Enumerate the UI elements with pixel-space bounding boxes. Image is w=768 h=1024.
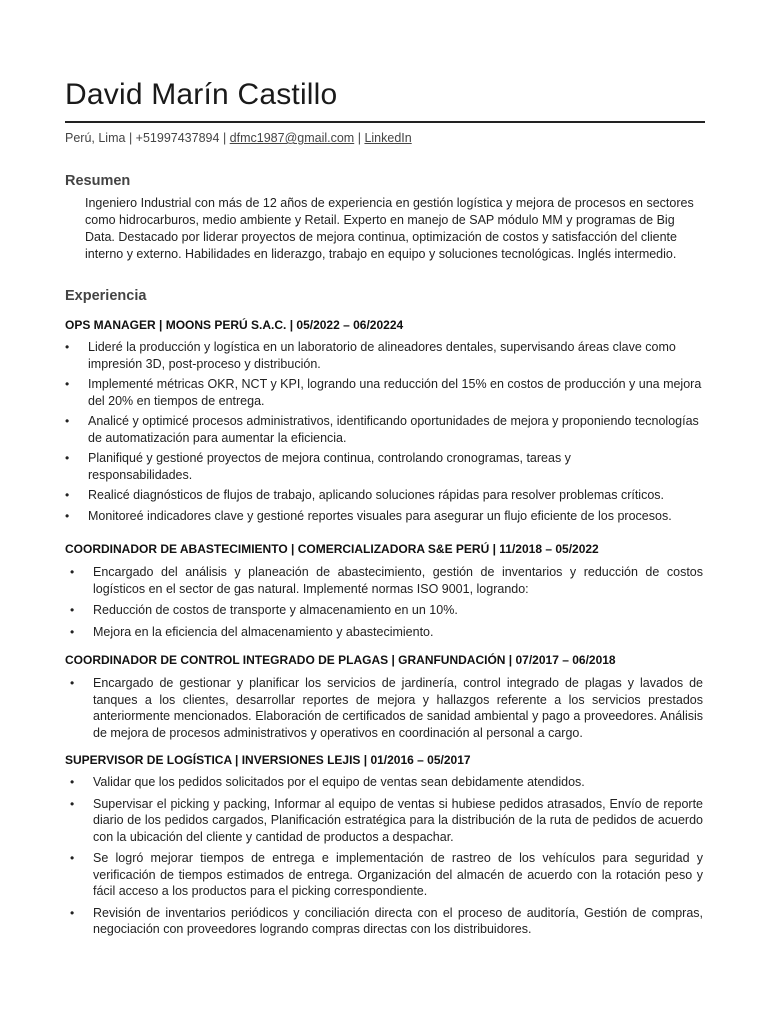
bullet-text: Analicé y optimicé procesos administrativos, identificando oportunidades de mejora y proponiendo tecnologías de automatización para aumentar la eficiencia. — [88, 414, 699, 445]
job-bullets — [70, 774, 703, 938]
list-item — [70, 564, 703, 597]
job-title: OPS MANAGER | MOONS PERÚ S.A.C. | 05/2022 – 06/20224 — [65, 318, 404, 332]
list-item — [70, 602, 703, 619]
list-item — [70, 796, 703, 846]
list-item — [65, 487, 705, 504]
bullet-icon: • — [70, 796, 75, 811]
list-item — [65, 413, 705, 446]
bullet-text: Encargado del análisis y planeación de abastecimiento, gestión de inventarios y reducción de costos logísticos en el sector de gas natural. Implementé normas ISO 9001, logrando: — [93, 565, 703, 596]
list-item — [70, 774, 703, 791]
list-item — [65, 376, 705, 409]
contact-separator: | — [128, 131, 133, 145]
header-divider — [65, 121, 705, 123]
list-item — [70, 850, 703, 900]
bullet-icon: • — [70, 624, 75, 639]
bullet-text: Realicé diagnósticos de flujos de trabajo, aplicando soluciones rápidas para resolver problemas críticos. — [88, 488, 665, 502]
bullet-icon: • — [70, 905, 75, 920]
bullet-icon: • — [70, 603, 75, 617]
contact-separator: | — [357, 131, 361, 145]
job-bullets — [70, 675, 703, 741]
contact-location: Perú, Lima — [65, 131, 126, 145]
section-heading-summary: Resumen — [65, 173, 131, 189]
bullet-text: Lideré la producción y logística en un laboratorio de alineadores dentales, supervisando áreas clave como impresión 3D, post-proceso y distribución. — [88, 340, 676, 371]
job-bullets — [65, 339, 705, 524]
bullet-text: Monitoreé indicadores clave y gestioné reportes visuales para asegurar un flujo eficiente de los procesos. — [88, 508, 672, 523]
list-item — [70, 905, 703, 938]
list-item — [65, 450, 705, 483]
contact-phone: +51997437894 — [135, 131, 220, 145]
bullet-text: Mejora en la eficiencia del almacenamiento y abastecimiento. — [93, 624, 434, 639]
bullet-icon: • — [65, 377, 70, 391]
bullet-text: Se logró mejorar tiempos de entrega e implementación de rastreo de los vehículos para seguridad y verificación de tiempos estimados de entrega. Organización del almacén de acuerdo con la rotación peso y fácil acceso a los productos para el picking correspondiente. — [93, 851, 703, 898]
bullet-text: Implementé métricas OKR, NCT y KPI, logrando una reducción del 15% en costos de producción y una mejora del 20% en tiempos de entrega. — [88, 377, 702, 408]
section-heading-experience: Experiencia — [65, 288, 147, 304]
candidate-name: David Marín Castillo — [65, 78, 338, 111]
bullet-icon: • — [65, 340, 70, 354]
job-title: COORDINADOR DE ABASTECIMIENTO | COMERCIALIZADORA S&E PERÚ | 11/2018 – 05/2022 — [65, 542, 599, 556]
job-title: COORDINADOR DE CONTROL INTEGRADO DE PLAGAS | GRANFUNDACIÓN | 07/2017 – 06/2018 — [65, 653, 616, 667]
bullet-text: Planifiqué y gestioné proyectos de mejora continua, controlando cronogramas, tareas y responsabilidades. — [88, 451, 571, 482]
bullet-icon: • — [65, 414, 70, 428]
bullet-text: Validar que los pedidos solicitados por el equipo de ventas sean debidamente atendidos. — [93, 775, 585, 789]
list-item — [65, 339, 705, 372]
bullet-icon: • — [70, 851, 75, 865]
summary-text — [85, 195, 707, 263]
bullet-icon: • — [65, 488, 70, 502]
bullet-text: Supervisar el picking y packing, Informar al equipo de ventas si hubiese pedidos atrasados, Envío de reporte diario de los pedidos cargados, Planificación estratégica para la distribución de la ruta de pedidos de acuerdo con la ubicación del cliente y cantidad de productos a despachar. — [93, 796, 703, 844]
job-bullets — [70, 564, 703, 640]
summary-paragraph: Ingeniero Industrial con más de 12 años de experiencia en gestión logística y mejora de procesos en sectores como hidrocarburos, medio ambiente y Retail. Experto en manejo de SAP módulo MM y programas de Big Data. Destacado por liderar proyectos de mejora continua, optimización de costos y satisfacción del cliente interno y externo. Habilidades en liderazgo, trabajo en equipo y soluciones tecnológicas. Inglés intermedio. — [85, 196, 694, 261]
bullet-text: Revisión de inventarios periódicos y conciliación directa con el proceso de auditoría, Gestión de compras, negociación con proveedores logrando compras directas con los distribuidores. — [93, 905, 703, 936]
linkedin-link[interactable]: LinkedIn — [364, 131, 412, 145]
bullet-icon: • — [70, 565, 75, 579]
email-link[interactable]: dfmc1987@gmail.com — [229, 131, 355, 145]
contact-line — [65, 131, 412, 145]
job-title: SUPERVISOR DE LOGÍSTICA | INVERSIONES LEJIS | 01/2016 – 05/2017 — [65, 753, 471, 767]
bullet-icon: • — [65, 508, 70, 523]
bullet-text: Encargado de gestionar y planificar los servicios de jardinería, control integrado de plagas y lavados de tanques a los clientes, desarrollar reportes de mejora y hallazgos referente a los servicios prestados anteriormente mencionados. Elaboración de certificados de sanidad ambiental y pago a proveedores. Análisis de mejora de procesos administrativos y operativos en coordinación al personal a cargo. — [93, 676, 703, 740]
contact-separator: | — [222, 131, 227, 145]
list-item — [65, 508, 705, 525]
bullet-icon: • — [70, 775, 75, 789]
list-item — [70, 624, 703, 641]
list-item — [70, 675, 703, 741]
bullet-text: Reducción de costos de transporte y almacenamiento en un 10%. — [93, 603, 458, 617]
bullet-icon: • — [65, 451, 70, 465]
bullet-icon: • — [70, 676, 75, 690]
